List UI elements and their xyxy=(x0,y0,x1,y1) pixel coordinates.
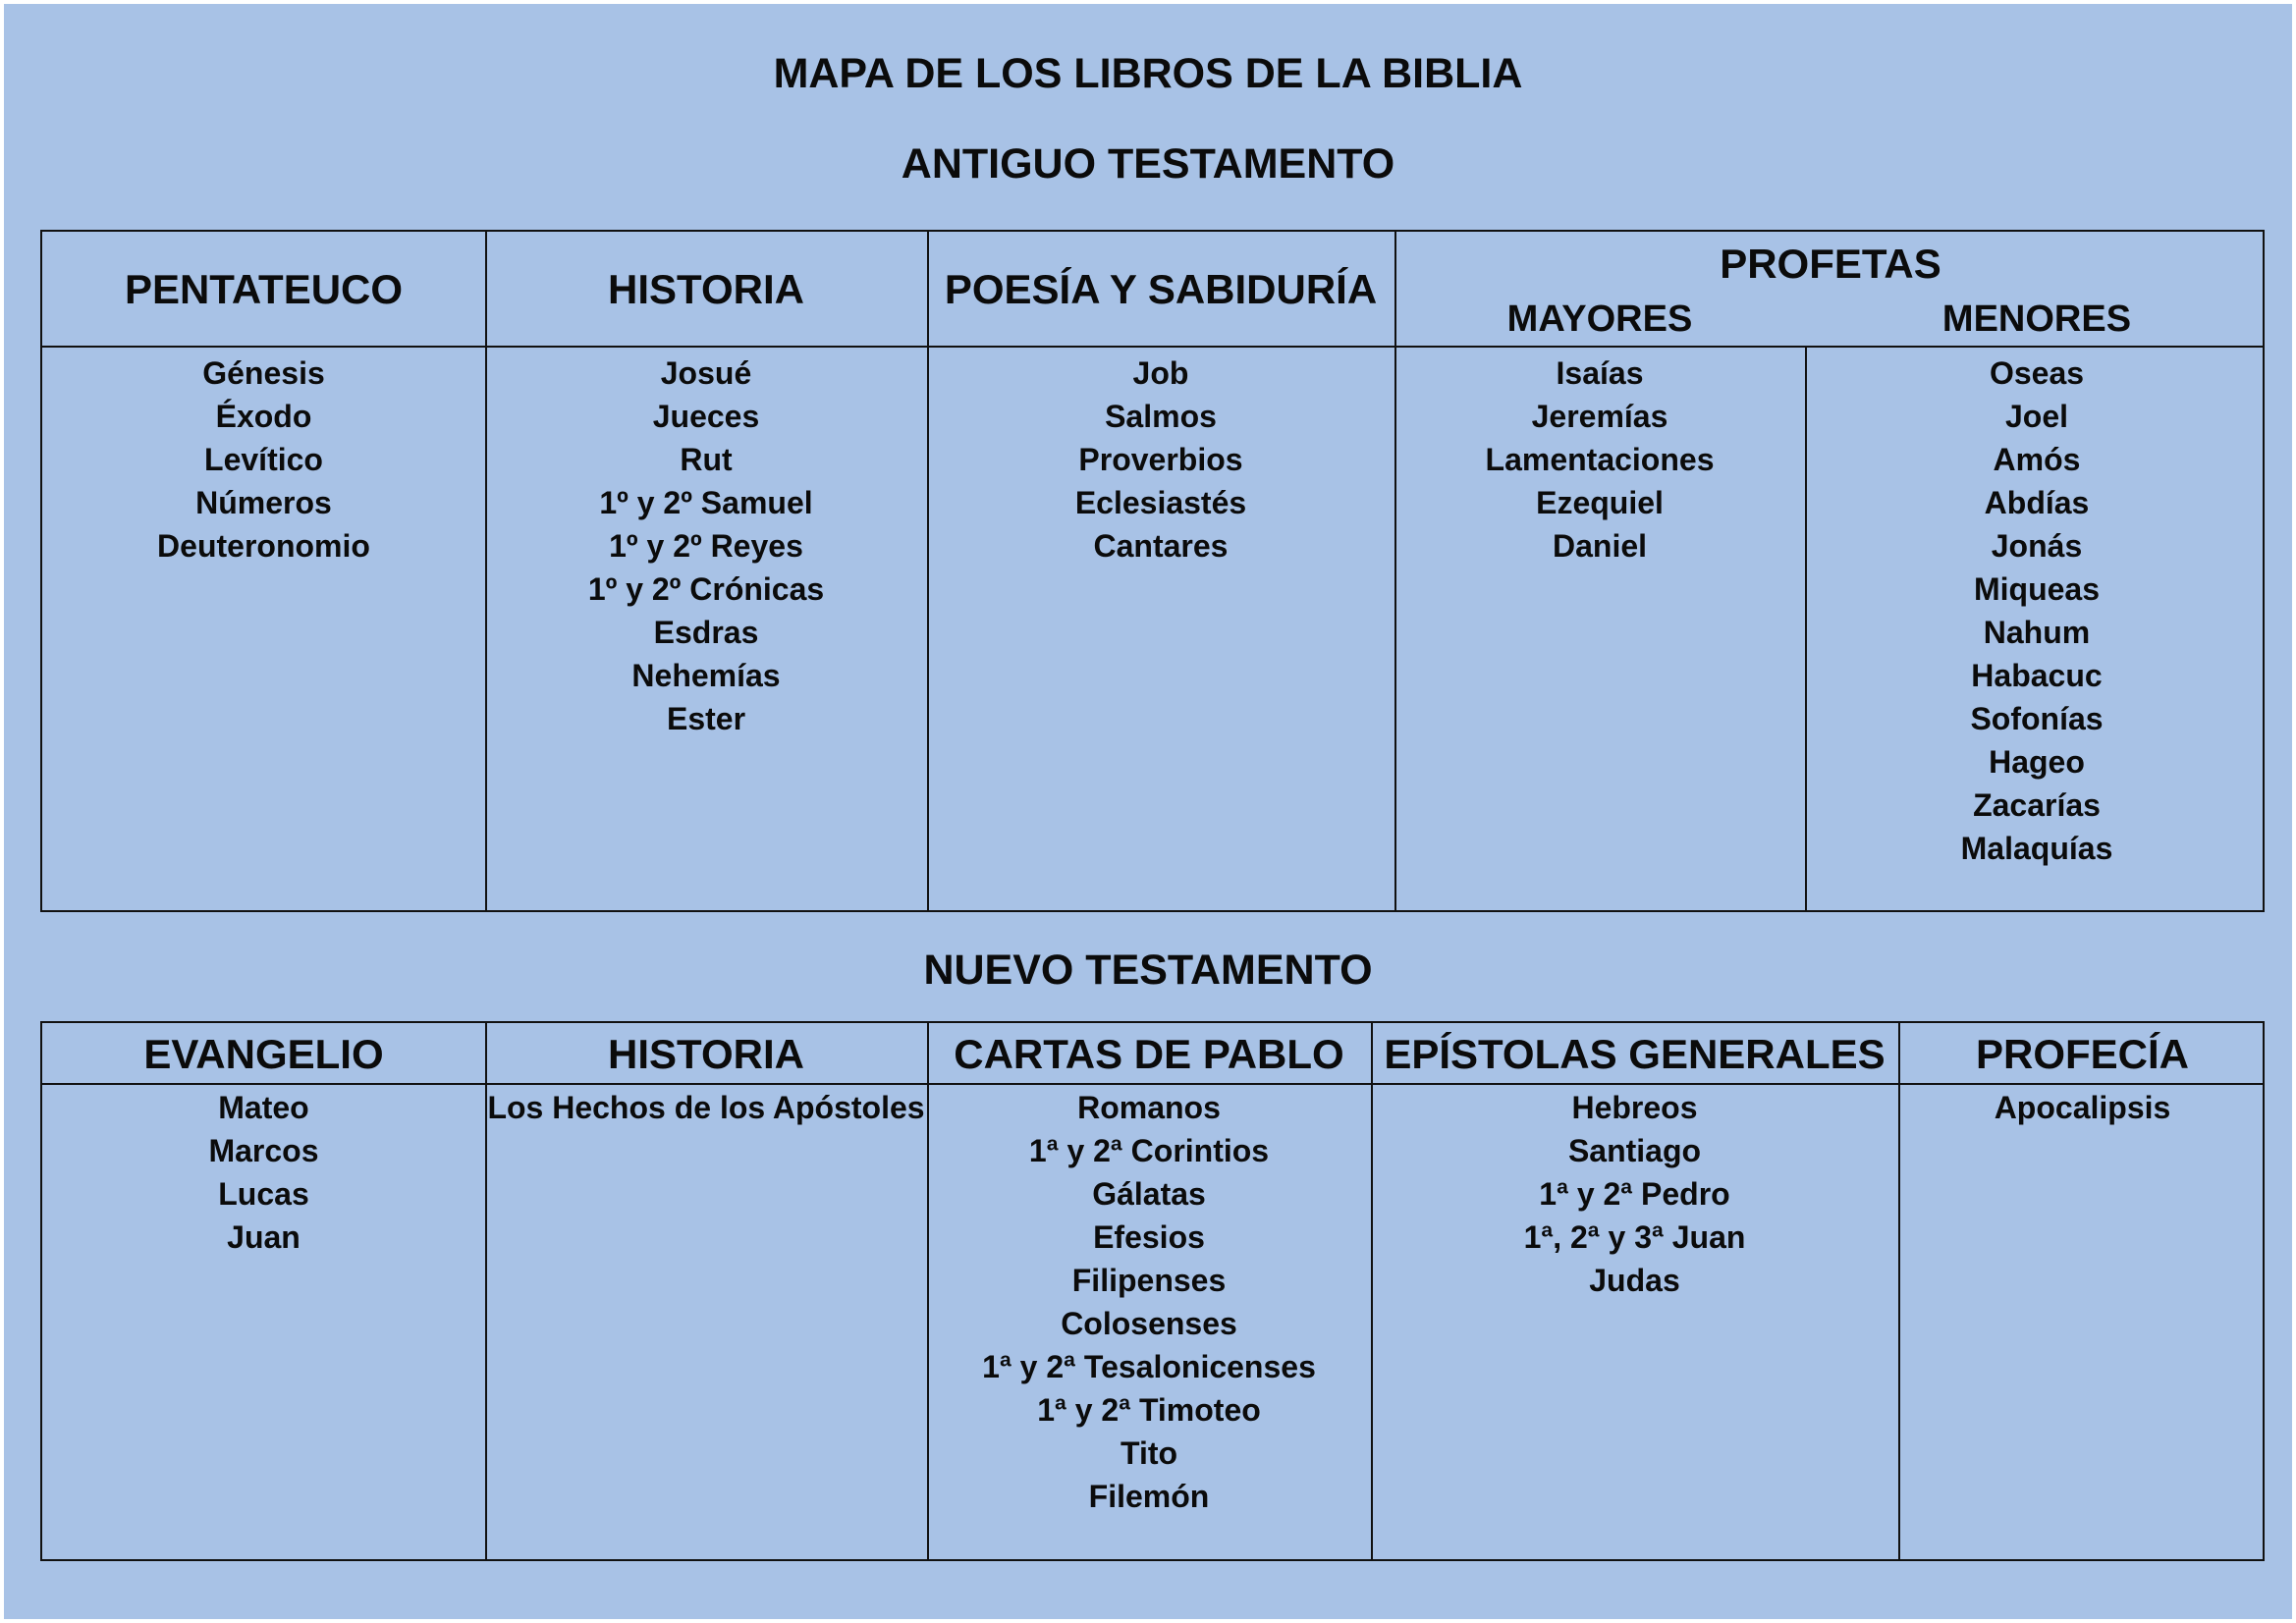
list-cartas-pablo xyxy=(927,1086,1371,1518)
list-item: 1º y 2º Crónicas xyxy=(587,571,825,607)
old-testament-heading: ANTIGUO TESTAMENTO xyxy=(901,140,1395,188)
list-item: Lucas xyxy=(218,1176,309,1212)
list-item: Malaquías xyxy=(1960,831,2113,866)
list-item: Nahum xyxy=(1983,615,2091,650)
list-item: Hebreos xyxy=(1571,1090,1698,1125)
column-header-poesia: POESÍA Y SABIDURÍA xyxy=(944,266,1378,312)
list-item: Nehemías xyxy=(631,658,781,693)
list-poesia xyxy=(927,352,1394,568)
column-header-historia: HISTORIA xyxy=(608,1031,804,1077)
column-divider xyxy=(927,232,929,910)
list-item: Oseas xyxy=(1989,355,2085,391)
list-item: Filemón xyxy=(1088,1479,1210,1514)
list-profecia xyxy=(1898,1086,2267,1129)
list-item: Jeremías xyxy=(1531,399,1668,434)
list-item: Gálatas xyxy=(1092,1176,1206,1212)
list-item: Colosenses xyxy=(1061,1306,1237,1341)
list-item: Ester xyxy=(666,701,746,736)
list-item: Levítico xyxy=(204,442,323,477)
list-item: 1ª y 2ª Timoteo xyxy=(1037,1392,1261,1428)
column-header-pentateuco: PENTATEUCO xyxy=(124,266,404,312)
list-item: Eclesiastés xyxy=(1074,485,1247,520)
list-mayores xyxy=(1394,352,1805,568)
column-header-evangelio: EVANGELIO xyxy=(143,1031,384,1077)
list-item: Salmos xyxy=(1105,399,1217,434)
list-item: Filipenses xyxy=(1071,1263,1227,1298)
list-item: Jueces xyxy=(652,399,760,434)
list-item: Éxodo xyxy=(215,399,312,434)
list-item: Lamentaciones xyxy=(1485,442,1715,477)
list-item: Ezequiel xyxy=(1536,485,1664,520)
list-item: Romanos xyxy=(1077,1090,1221,1125)
list-item: Esdras xyxy=(653,615,759,650)
column-header-historia: HISTORIA xyxy=(608,266,804,312)
list-item: Proverbios xyxy=(1078,442,1243,477)
list-historia-at xyxy=(485,352,927,740)
list-item: Job xyxy=(1132,355,1189,391)
list-item: Números xyxy=(195,485,332,520)
list-historia-nt xyxy=(485,1086,927,1129)
page-title: MAPA DE LOS LIBROS DE LA BIBLIA xyxy=(773,50,1523,97)
list-item: Juan xyxy=(227,1219,301,1255)
column-header-cartas-pablo: CARTAS DE PABLO xyxy=(954,1031,1344,1077)
list-item: Habacuc xyxy=(1971,658,2103,693)
list-item: Josué xyxy=(660,355,752,391)
list-item: Judas xyxy=(1589,1263,1680,1298)
list-item: 1ª, 2ª y 3ª Juan xyxy=(1523,1219,1746,1255)
list-item: Marcos xyxy=(208,1133,319,1168)
list-item: Daniel xyxy=(1552,528,1648,564)
list-item: Efesios xyxy=(1093,1219,1205,1255)
list-item: Santiago xyxy=(1567,1133,1702,1168)
list-item: Génesis xyxy=(202,355,325,391)
list-item: Sofonías xyxy=(1970,701,2104,736)
list-item: Rut xyxy=(680,442,733,477)
list-item: 1º y 2º Samuel xyxy=(599,485,813,520)
new-testament-table xyxy=(40,1021,2265,1561)
column-header-profetas: PROFETAS xyxy=(1720,241,1941,287)
list-item: Amós xyxy=(1993,442,2081,477)
subheader-mayores: MAYORES xyxy=(1506,298,1693,340)
table-divider xyxy=(42,346,2263,348)
table-divider xyxy=(42,1083,2263,1085)
list-item: Zacarías xyxy=(1973,787,2101,823)
list-evangelio xyxy=(42,1086,485,1259)
list-item: 1º y 2º Reyes xyxy=(609,528,803,564)
list-item: Los Hechos de los Apóstoles xyxy=(487,1090,925,1125)
bible-map-page xyxy=(4,4,2292,1619)
list-item: Deuteronomio xyxy=(157,528,370,564)
list-item: 1ª y 2ª Pedro xyxy=(1539,1176,1730,1212)
column-header-profecia: PROFECÍA xyxy=(1975,1031,2189,1077)
old-testament-table xyxy=(40,230,2265,912)
list-menores xyxy=(1807,352,2267,870)
list-item: 1ª y 2ª Corintios xyxy=(1028,1133,1270,1168)
list-epistolas xyxy=(1371,1086,1898,1302)
list-item: 1ª y 2ª Tesalonicenses xyxy=(982,1349,1316,1384)
list-item: Tito xyxy=(1120,1435,1178,1471)
list-item: Miqueas xyxy=(1973,571,2101,607)
list-item: Hageo xyxy=(1989,744,2085,780)
list-item: Jonás xyxy=(1991,528,2083,564)
list-item: Cantares xyxy=(1093,528,1229,564)
column-header-epistolas: EPÍSTOLAS GENERALES xyxy=(1384,1031,1886,1077)
list-item: Abdías xyxy=(1984,485,2090,520)
list-item: Joel xyxy=(2004,399,2069,434)
list-item: Isaías xyxy=(1556,355,1644,391)
list-item: Mateo xyxy=(218,1090,309,1125)
list-pentateuco xyxy=(42,352,485,568)
new-testament-heading: NUEVO TESTAMENTO xyxy=(923,947,1373,994)
list-item: Apocalipsis xyxy=(1994,1090,2171,1125)
subheader-menores: MENORES xyxy=(1941,298,2132,340)
